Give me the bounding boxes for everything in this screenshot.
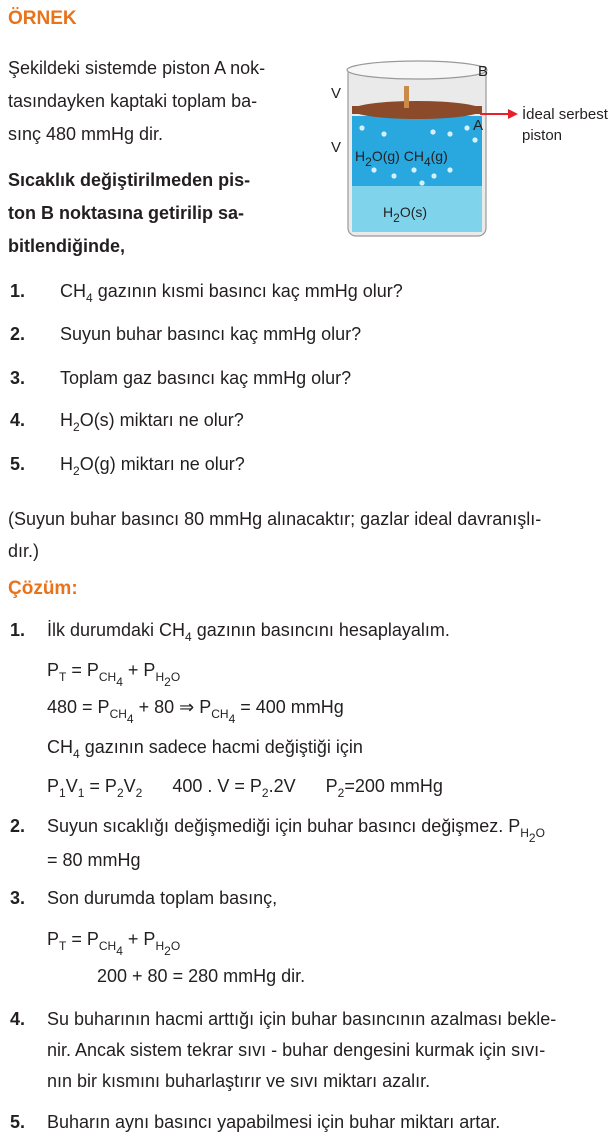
question-2-text: Suyun buhar basıncı kaç mmHg olur? (60, 324, 362, 344)
solution-5-number: 5. (10, 1112, 26, 1132)
liquid-label: $H_2O(s)$ (383, 204, 428, 225)
example-title: ÖRNEK (8, 8, 77, 29)
arrow-label-line1: İdeal serbest (522, 106, 608, 123)
solution-3-eq2: 200 + 80 = 280 mmHg dir. (97, 966, 306, 986)
solution-title: Çözüm: (8, 578, 78, 599)
piston-plate (352, 106, 482, 114)
solution-4-line1: Su buharının hacmi arttığı için buhar basıncının azalması bekle- (47, 1009, 557, 1029)
intro-line-2: tasındayken kaptaki toplam ba- (8, 91, 258, 111)
question-3-text: Toplam gaz basıncı kaç mmHg olur? (60, 368, 352, 388)
intro-line-3: sınç 480 mmHg dir. (8, 124, 164, 144)
intro-line-6: bitlendiğinde, (8, 236, 125, 256)
solution-3-text: Son durumda toplam basınç, (47, 888, 278, 908)
solution-1-text2: $CH_4$ gazının sadece hacmi değiştiği için (47, 737, 363, 761)
solution-1-eq1: $P_T = P_{CH_4} + P_{H_2O}$ (47, 660, 181, 689)
label-v-top: V (331, 85, 342, 102)
solution-3-number: 3. (10, 888, 26, 908)
solution-1-text: İlk durumdaki $CH_4$ gazının basıncını hesaplayalım. (47, 620, 450, 644)
question-1-text: $CH_4$ gazının kısmi basıncı kaç mmHg olur? (60, 281, 403, 305)
solution-1-eq2: $480 = P_{CH_4} + 80$ ⇒ $P_{CH_4} = 400$ mmHg (47, 697, 344, 726)
question-4-text: $H_2O(s)$ miktarı ne olur? (60, 410, 244, 434)
arrow-label-line2: piston (522, 127, 563, 144)
arrow-head (508, 109, 518, 119)
question-4-number: 4. (10, 410, 26, 430)
note-line-1: (Suyun buhar basıncı 80 mmHg alınacaktır; gazlar ideal davranışlı- (8, 509, 542, 529)
label-a: A (473, 117, 484, 134)
question-3-number: 3. (10, 368, 26, 388)
label-b: B (478, 63, 489, 80)
solution-5-text: Buharın aynı basıncı yapabilmesi için buhar miktarı artar. (47, 1112, 501, 1132)
question-2-number: 2. (10, 324, 26, 344)
question-1-number: 1. (10, 281, 26, 301)
note-line-2: dır.) (8, 541, 40, 561)
gas-label: $H_2O(g)$ $CH_4(g)$ (355, 148, 448, 169)
solution-1-number: 1. (10, 620, 26, 640)
solution-4-line2: nir. Ancak sistem tekrar sıvı - buhar dengesini kurmak için sıvı- (47, 1040, 546, 1060)
intro-line-4: Sıcaklık değiştirilmeden pis- (8, 170, 251, 190)
intro-line-1: Şekildeki sistemde piston A nok- (8, 58, 266, 78)
solution-4-number: 4. (10, 1009, 26, 1029)
solution-3-eq1: $P_T = P_{CH_4} + P_{H_2O}$ (47, 929, 181, 958)
piston-rod (404, 86, 409, 108)
intro-line-5: ton B noktasına getirilip sa- (8, 203, 245, 223)
solution-4-line3: nın bir kısmını buharlaştırır ve sıvı miktarı azalır. (47, 1071, 431, 1091)
question-5-number: 5. (10, 454, 26, 474)
label-v-bottom: V (331, 139, 342, 156)
solution-1-eq3: $P_1V_1 = P_2V_2$ 400 . $V = P_2.2V$ $P_2=200$ mmHg (47, 776, 443, 800)
container-rim (347, 61, 487, 79)
question-5-text: $H_2O(g)$ miktarı ne olur? (60, 454, 245, 478)
solution-2-line1: Suyun sıcaklığı değişmediği için buhar basıncı değişmez. $P_{H_2O}$ (47, 816, 545, 845)
solution-2-line2: = 80 mmHg (47, 850, 141, 870)
solution-2-number: 2. (10, 816, 26, 836)
